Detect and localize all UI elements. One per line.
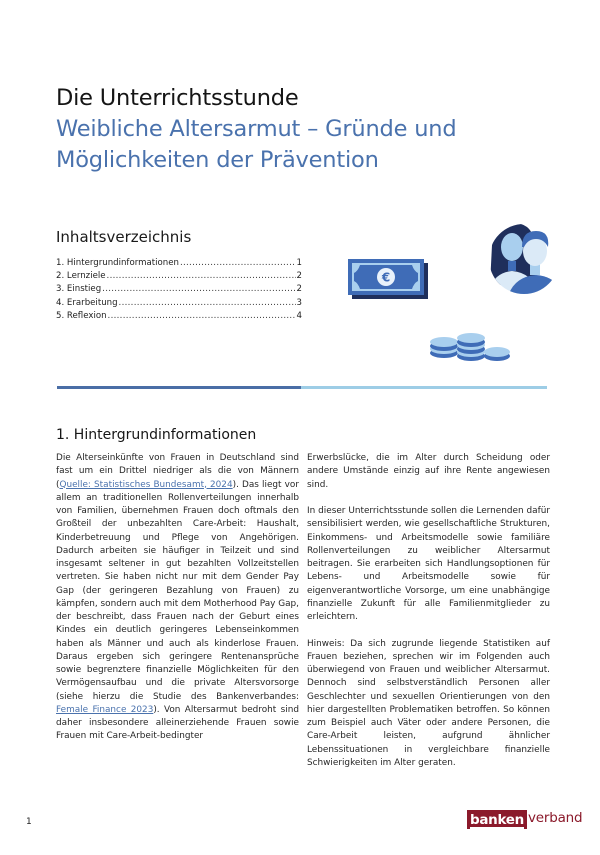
- toc-item-label: 2. Lernziele: [56, 271, 106, 282]
- toc-item[interactable]: [56, 283, 302, 296]
- toc-item-label: 1. Hintergrundinformationen: [56, 258, 179, 268]
- toc-leader-dots: [107, 270, 296, 283]
- text-column-right: [307, 452, 550, 783]
- bankenverband-logo: [467, 810, 582, 829]
- paragraph-hint: Hinweis: Da sich zugrunde liegende Statistiken auf Frauen beziehen, sprechen wir im Folgenden auch überwiegend von Frauen und weiblicher Altersarmut. Dennoch sind selbstverständlich Personen aller Geschlechter und sexuellen Orientierungen von den hier dargestellten Problematiken betroffen. So können zum Beispiel auch Väter oder andere Personen, die Care-Arbeit leisten, aufgrund ähnlicher Lebenssituationen in vergleichbare finanzielle Schwierigkeiten im Alter geraten.: [307, 638, 550, 768]
- svg-text:€: €: [381, 270, 391, 285]
- section-heading: 1. Hintergrundinformationen: [56, 427, 257, 443]
- document-title: Die Unterrichtsstunde: [56, 85, 299, 111]
- toc-item[interactable]: [56, 257, 302, 270]
- paragraph-text: ). Das liegt vor allem an traditionellen Rollenverteilungen innerhalb von Familien, übernehmen Frauen doch oftmals den Großteil der unbezahlten Care-Arbeit: Haushalt, Kinderbetreuung und Pflege von Angehörigen. Dadurch arbeiten sie häufiger in Teilzeit und sind insgesamt seltener in gut bezahlten Vollzeitstellen vertreten. Sie haben nicht nur mit dem Gender Pay Gap (der geringeren Bezahlung von Frauen) zu kämpfen, sondern auch mit dem Motherhood Pay Gap, der beschreibt, dass Frauen nach der Geburt eines Kindes ein deutlich geringeres Lebenseinkommen haben als Männer und auch als kinderlose Frauen. Daraus ergeben sich geringere Rentenansprüche sowie begrenztere finanzielle Möglichkeiten für den Vermögensaufbau und die private Altersvorsorge (siehe hierzu die Studie des Bankenverbandes:: [56, 479, 299, 702]
- couple-avatar-icon: [486, 223, 560, 305]
- logo-text-verband: verband: [527, 810, 583, 826]
- toc-item[interactable]: [56, 270, 302, 283]
- page-number: 1: [26, 817, 32, 827]
- toc-item-page: 2: [296, 271, 302, 282]
- paragraph: [56, 452, 299, 744]
- euro-banknote-icon: [348, 259, 428, 299]
- divider-light-segment: [301, 386, 547, 389]
- text-column-left: [56, 452, 299, 757]
- paragraph: In dieser Unterrichtsstunde sollen die Lernenden dafür sensibilisiert werden, wie gesellschaftliche Strukturen, Einkommens- und Arbeitsmodelle sowie familiäre Rollenverteilungen zu weiblicher Altersarmut beitragen. Sie erarbeiten sich Handlungsoptionen für Lebens- und Arbeitsmodelle sowie für eigenverantwortliche Vorsorge, um eine unabhängige finanzielle Zukunft für alle Familienmitglieder zu erleichtern.: [307, 506, 550, 622]
- table-of-contents: [56, 257, 302, 323]
- toc-item-page: 2: [296, 284, 302, 295]
- toc-leader-dots: [102, 283, 295, 296]
- source-link-destatis[interactable]: Quelle: Statistisches Bundesamt, 2024: [59, 479, 233, 490]
- toc-leader-dots: [119, 297, 296, 310]
- source-link-female-finance[interactable]: Female Finance 2023: [56, 704, 154, 715]
- toc-leader-dots: [108, 310, 296, 323]
- logo-text-banken: banken: [470, 812, 524, 828]
- illustration: [340, 215, 560, 365]
- toc-item-page: 4: [296, 310, 302, 321]
- toc-item-page: 3: [296, 297, 302, 308]
- paragraph: Erwerbslücke, die im Alter durch Scheidung oder andere Umstände einzig auf ihre Rente angewiesen sind.: [307, 453, 550, 490]
- toc-heading: Inhaltsverzeichnis: [56, 228, 192, 246]
- toc-leader-dots: [180, 257, 296, 270]
- logo-mark: [467, 810, 527, 829]
- toc-item-label: 5. Reflexion: [56, 310, 107, 321]
- coin-stacks-icon: [430, 333, 510, 361]
- toc-item[interactable]: [56, 297, 302, 310]
- section-divider: [57, 386, 547, 389]
- toc-item-page: 1: [296, 258, 302, 268]
- toc-item[interactable]: [56, 310, 302, 323]
- paragraph-text: Die Alterseinkünfte von Frauen in Deutschland sind fast um ein Drittel niedriger als die von Männern (: [56, 453, 299, 490]
- toc-item-label: 3. Einstieg: [56, 284, 102, 295]
- paragraph-text: ). Von Altersarmut bedroht sind daher insbesondere alleinerziehende Frauen sowie Frauen mit Care-Arbeit-bedingter: [56, 704, 299, 742]
- toc-item-label: 4. Erarbeitung: [56, 297, 118, 308]
- document-subtitle: Weibliche Altersarmut – Gründe und Möglichkeiten der Prävention: [56, 116, 457, 173]
- divider-dark-segment: [57, 386, 301, 389]
